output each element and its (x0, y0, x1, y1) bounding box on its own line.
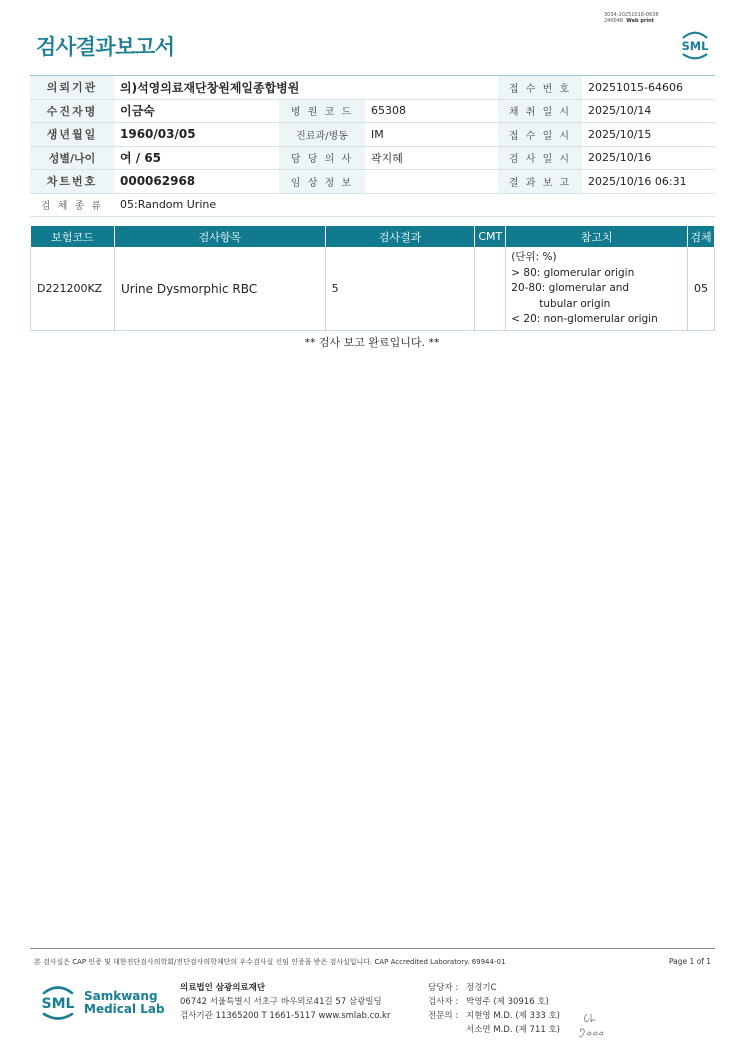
row-item: Urine Dysmorphic RBC (114, 248, 325, 331)
staff-name: 서소연 M.D. (제 711 호) (466, 1025, 561, 1035)
doctor-value: 곽지혜 (365, 146, 498, 170)
sml-logo-icon (676, 26, 714, 64)
row-specimen: 05 (688, 248, 715, 331)
info-row (30, 193, 715, 217)
staff-list (428, 981, 560, 1037)
institution-value: 의)석영의료재단창원제일종합병원 (114, 76, 498, 100)
info-row (30, 123, 715, 147)
clinical-value (365, 170, 498, 194)
org-contact: 검사기관 11365200 T 1661-5117 www.smlab.co.kr (180, 1011, 391, 1021)
birth-label: 생년월일 (30, 123, 114, 147)
ref-line: tubular origin (539, 297, 611, 310)
print-label: Web print (626, 18, 655, 24)
org-address: 06742 서울특별시 서초구 바우뫼로41길 57 삼광빌딩 (180, 997, 382, 1007)
receipt-no-label: 접 수 번 호 (498, 76, 582, 100)
report-label: 결 과 보 고 (498, 170, 582, 194)
ref-line: 20-80: glomerular and (511, 282, 630, 294)
clinical-label: 임 상 정 보 (279, 170, 365, 194)
table-row (31, 248, 715, 331)
specimen-value: 05:Random Urine (114, 193, 715, 217)
ref-line: > 80: glomerular origin (511, 266, 635, 279)
patient-info-table (30, 75, 715, 217)
header-cmt: CMT (475, 226, 506, 248)
footer-divider (30, 948, 715, 949)
chart-no-value: 000062968 (114, 170, 279, 194)
ref-unit: (단위: %) (511, 251, 557, 263)
header-result: 검사결과 (325, 226, 475, 248)
page-number: Page 1 of 1 (669, 957, 712, 966)
brand-name-line2: Medical Lab (84, 1002, 165, 1016)
info-row (30, 170, 715, 194)
row-cmt (475, 248, 506, 331)
test-date-label: 검 사 일 시 (498, 146, 582, 170)
page-title: 검사결과보고서 (36, 35, 175, 59)
result-table (30, 225, 715, 331)
signature-icon (577, 1008, 611, 1042)
print-meta (604, 12, 659, 24)
staff-role: 검사자 : (428, 997, 459, 1007)
staff-name: 정경기C (466, 983, 497, 993)
institution-label: 의뢰기관 (30, 76, 114, 100)
dept-value: IM (365, 123, 498, 147)
header-reference: 참고치 (506, 226, 688, 248)
svg-text:SML: SML (681, 38, 709, 53)
completion-note: ** 검사 보고 완료입니다. ** (304, 336, 440, 349)
info-row (30, 76, 715, 100)
receipt-no-value: 20251015-64606 (582, 76, 715, 100)
certification-note: 본 검사실은 CAP 인증 및 대한진단검사의학회/진단검사의학재단의 우수검사실 신임 인증을 받은 검사실입니다. CAP Accredited Laboratory. 69944-01 (34, 958, 506, 966)
doctor-label: 담 당 의 사 (279, 146, 365, 170)
report-value: 2025/10/16 06:31 (582, 170, 715, 194)
print-id: 3034-20251016-0638 (604, 12, 659, 18)
print-mode (604, 18, 659, 24)
org-name: 의료법인 삼광의료재단 (180, 983, 266, 993)
organization-info (180, 981, 390, 1023)
sex-age-label: 성별/나이 (30, 146, 114, 170)
collect-date-value: 2025/10/14 (582, 99, 715, 123)
staff-role: 담당자 : (428, 983, 459, 993)
brand-name-line1: Samkwang (84, 989, 158, 1003)
print-code: 240048 (604, 18, 624, 24)
staff-role (428, 1023, 466, 1037)
staff-row (428, 981, 560, 995)
footer-logo-text: SML (41, 996, 75, 1012)
header-code: 보험코드 (31, 226, 115, 248)
result-header-row (31, 226, 715, 248)
hospital-code-label: 병 원 코 드 (279, 99, 365, 123)
header-specimen: 검체 (688, 226, 715, 248)
patient-value: 이금숙 (114, 99, 279, 123)
row-code: D221200KZ (31, 248, 115, 331)
staff-row (428, 1009, 560, 1023)
ref-line: < 20: non-glomerular origin (511, 313, 658, 325)
sex-age-value: 여 / 65 (114, 146, 279, 170)
dept-label: 진료과/병동 (279, 123, 365, 147)
staff-row (428, 1023, 560, 1037)
chart-no-label: 차트번호 (30, 170, 114, 194)
header-item: 검사항목 (114, 226, 325, 248)
receipt-date-label: 접 수 일 시 (498, 123, 582, 147)
patient-label: 수진자명 (30, 99, 114, 123)
row-reference (506, 248, 688, 331)
test-date-value: 2025/10/16 (582, 146, 715, 170)
hospital-code-value: 65308 (365, 99, 498, 123)
info-row (30, 99, 715, 123)
sml-footer-logo-icon (36, 980, 80, 1024)
staff-role: 전문의 : (428, 1011, 459, 1021)
staff-name: 지현영 M.D. (제 333 호) (466, 1011, 561, 1021)
specimen-label: 검 체 종 류 (30, 193, 114, 217)
staff-row (428, 995, 560, 1009)
brand-name (84, 990, 165, 1016)
birth-value: 1960/03/05 (114, 123, 279, 147)
info-row (30, 146, 715, 170)
receipt-date-value: 2025/10/15 (582, 123, 715, 147)
collect-date-label: 채 취 일 시 (498, 99, 582, 123)
staff-name: 박영주 (제 30916 호) (466, 997, 549, 1007)
row-result: 5 (325, 248, 475, 331)
